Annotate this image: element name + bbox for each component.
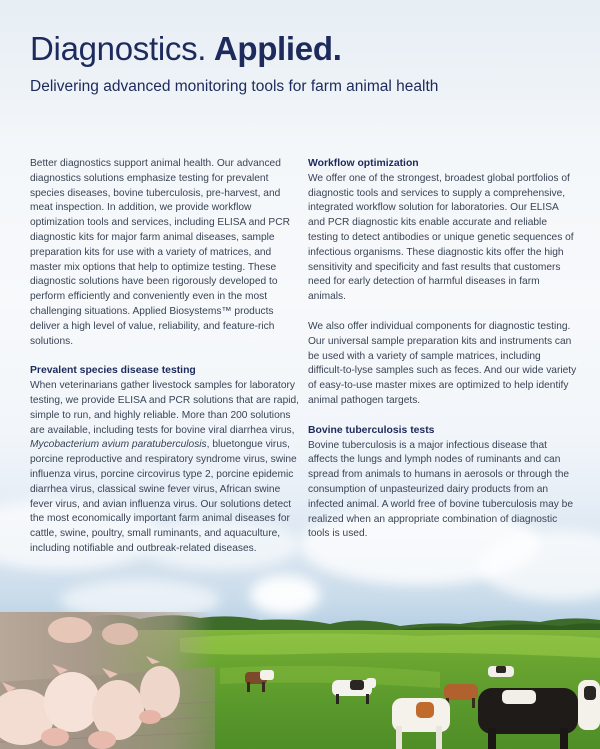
cow-mid-left: [332, 678, 376, 704]
section-heading-prevalent: Prevalent species disease testing: [30, 365, 196, 377]
cow-distant: [488, 666, 514, 677]
title-light: Diagnostics.: [30, 30, 207, 67]
intro-paragraph: Better diagnostics support animal health. Our advanced diagnostics solutions emphasize testing for prevalent species diseases, bovine tuberculosis, pre-harvest, and meat inspection. In addition, we provide workflow optimization tools and services, including ELISA and PCR diagnostic kits for major farm animal diseases, sample preparation kits for use with a variety of matrices, and master mix options that help to optimize testing. These diagnostic solutions have been rigorously developed to perform efficiently and conveniently even in the most challenging situations. Applied Biosystems™ products deliver a high level of value, reliability, and feature-rich solutions.: [30, 158, 290, 347]
cow-right-edge: [578, 680, 600, 730]
cow-small-left: [245, 670, 274, 692]
left-column: [30, 157, 300, 572]
workflow-paragraph: We offer one of the strongest, broadest global portfolios of diagnostic tools and services to supply a comprehensive, integrated workflow solution for laboratories. Our ELISA and PCR diagnostic kits enable accurate and reliable testing to detect antibodies or unique genetic sequences of infectious organisms. These diagnostic kits offer the high sensitivity and specificity and fast results that customers need for early detection of harmful diseases in farm animals.: [308, 172, 574, 303]
page-subtitle: Delivering advanced monitoring tools for farm animal health: [30, 78, 439, 95]
prevalent-text-italic: Mycobacterium avium paratuberculosis: [30, 439, 207, 451]
tb-paragraph: Bovine tuberculosis is a major infectious disease that affects the lungs and lymph nodes of ruminants and can spread from animals to humans in aerosols or through the consumption of unpasteurized dairy products from an infected animal. A world free of bovine tuberculosis may be realized when an appropriate combination of diagnostic tools is used.: [308, 439, 574, 540]
right-column: [308, 157, 578, 557]
cow-front-white: [392, 698, 450, 749]
page-title: [30, 30, 342, 68]
components-paragraph: We also offer individual components for diagnostic testing. Our universal sample preparation kits and instruments can be used with a variety of sample matrices, including difficult-to-lyse samples such as feces. And our wide variety of easy-to-use master mixes are optimized to help identify animal pathogen targets.: [308, 320, 577, 406]
section-heading-tb: Bovine tuberculosis tests: [308, 424, 435, 436]
cows-illustration: [240, 660, 600, 749]
cow-front-black: [478, 688, 578, 749]
title-bold: Applied.: [213, 30, 342, 67]
prevalent-text-1: When veterinarians gather livestock samples for laboratory testing, we provide ELISA and PCR solutions that are rapid, simple to run, and highly reliable. More than 200 solutions are available, including tests for bovine viral diarrhea virus,: [30, 380, 299, 436]
prevalent-text-2: , bluetongue virus, porcine reproductive and respiratory syndrome virus, swine influenza virus, porcine circovirus type 2, porcine epidemic diarrhea virus, classical swine fever virus, African swine fever virus, and avian influenza virus. Our solutions detect the most economically important farm animal diseases for cattle, swine, poultry, small ruminants, and aquaculture, including notifiable and outbreak-related diseases.: [30, 439, 297, 554]
section-heading-workflow: Workflow optimization: [308, 158, 419, 169]
prevalent-paragraph: [30, 379, 300, 557]
pigs-illustration: [0, 612, 215, 749]
